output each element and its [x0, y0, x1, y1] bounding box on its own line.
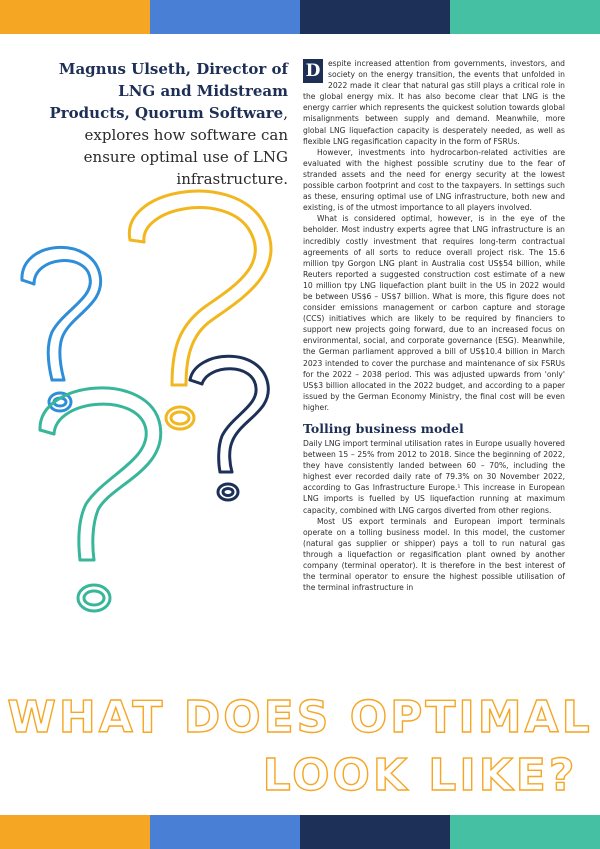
stripe-orange	[0, 0, 150, 34]
author-byline: Magnus Ulseth, Director of LNG and Midstream Products, Quorum Software	[49, 60, 288, 122]
stripe-blue	[150, 0, 300, 34]
teal-question-mark-icon	[40, 388, 161, 611]
bottom-color-stripe	[0, 815, 600, 849]
top-color-stripe	[0, 0, 600, 34]
stripe-navy	[300, 815, 450, 849]
stripe-blue	[150, 815, 300, 849]
drop-cap: D	[303, 59, 323, 83]
stripe-orange	[0, 815, 150, 849]
stripe-navy	[300, 0, 450, 34]
headline-line-1: WHAT DOES OPTIMAL	[7, 692, 593, 743]
headline	[0, 690, 600, 800]
paragraph-2: However, investments into hydrocarbon-related activities are evaluated with the highest possible scrutiny due to the fear of stranded assets and the need for energy security at the lowest possible carbon footprint and cost to the taxpayers. In settings such as these, ensuring optimal use of LNG infrastructure, both new and existing, is of the utmost importance to all players involved.	[303, 147, 565, 213]
intro-text: , explores how software can ensure optimal use of LNG infrastructure.	[83, 104, 288, 188]
article-intro	[40, 58, 288, 190]
paragraph-5: Most US export terminals and European import terminals operate on a tolling business model. In this model, the customer (natural gas supplier or shipper) pays a toll to run natural gas through a liquefaction or regasification plant owned by another company (terminal operator). It is therefore in the best interest of the terminal operator to ensure the highest possible utilisation of the terminal infrastructure in	[303, 516, 565, 593]
navy-question-mark-icon	[190, 356, 268, 500]
headline-line-2: LOOK LIKE?	[262, 750, 578, 800]
yellow-question-mark-icon	[129, 191, 271, 429]
article-body	[303, 58, 565, 593]
section-heading: Tolling business model	[303, 421, 464, 436]
stripe-teal	[450, 815, 600, 849]
stripe-teal	[450, 0, 600, 34]
paragraph-4: Daily LNG import terminal utilisation rates in Europe usually hovered between 15 – 25% from 2012 to 2018. Since the beginning of 2022, they have consistently landed between 60 – 70%, including the highest ever recorded daily rate of 79.3% on 30 November 2022, according to Gas Infrastructure Europe.¹ This increase in European LNG imports is fuelled by US liquefaction running at maximum capacity, combined with LNG cargos diverted from other regions.	[303, 439, 565, 515]
blue-question-mark-icon	[22, 247, 101, 411]
paragraph-1: D espite increased attention from governments, investors, and society on the energy transition, the events that unfolded in 2022 made it clear that natural gas still plays a critical role in the global energy mix. It has also become clear that LNG is the energy carrier which represents the quickest solution towards global misalignments between supply and demand. Meanwhile, more global LNG liquefaction capacity is desperately needed, as well as flexible LNG regasification capacity in the form of FSRUs.	[303, 59, 565, 146]
question-marks-illustration	[0, 180, 300, 650]
paragraph-3: What is considered optimal, however, is in the eye of the beholder. Most industry experts agree that LNG infrastructure is an incredibly costly investment that requires long-term contractual agreements of all sorts to reduce overall project risk. The 15.6 million tpy Gorgon LNG plant in Australia cost US$54 billion, while Reuters reported a suggested construction cost estimate of a new 10 million tpy LNG liquefaction plant built in the US in 2022 would be between US$6 – US$7 billion. What is more, this figure does not consider emissions management or carbon capture and storage (CCS) initiatives which are likely to be required by financiers to support new projects going forward, due to an increased focus on environmental, social, and corporate governance (ESG). Meanwhile, the German parliament approved a bill of US$10.4 billion in March 2023 intended to cover the purchase and maintenance of six FSRUs for the 2022 – 2038 period. This was adjusted upwards from 'only' US$3 billion allocated in the 2022 budget, and according to a paper issued by the German Economy Ministry, the final cost will be even higher.	[303, 214, 565, 412]
